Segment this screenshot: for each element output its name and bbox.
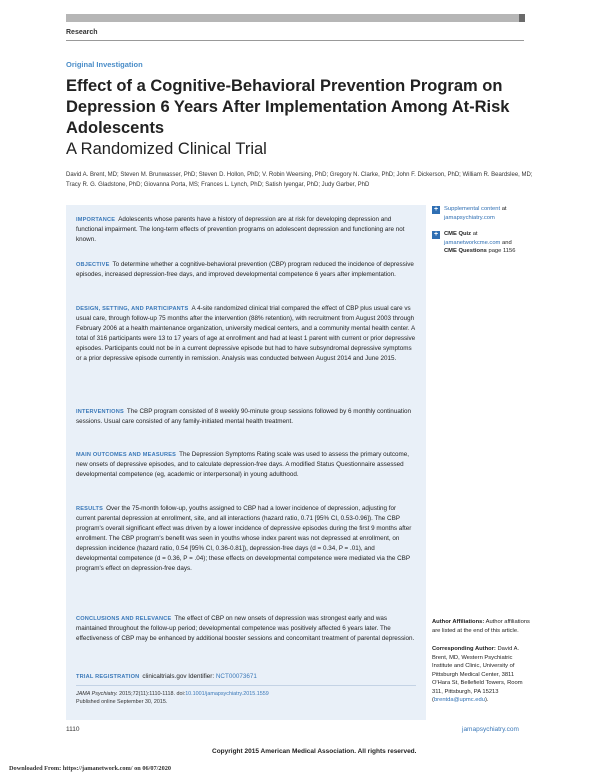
supplemental-content [444, 205, 544, 222]
article-type: Original Investigation [66, 60, 143, 69]
page-number: 1110 [66, 726, 80, 733]
corresponding-author: Corresponding Author: David A. Brent, MD, Western Psychiatric Institute and Clinic, University of Pittsburgh Medical Center, 3811 O'Hara St, Bellefield Towers, Room 311, Pittsburgh, PA 15213 (brentda@upmc.edu). [432, 646, 523, 703]
affiliations-label: Author Affiliations: [432, 619, 485, 625]
author-affiliations [432, 618, 532, 635]
registration-id-link[interactable]: NCT00073671 [215, 673, 257, 680]
abstract-conclusions [76, 614, 416, 644]
supplemental-link[interactable]: Supplemental content [444, 206, 501, 212]
interventions-label: INTERVENTIONS [76, 409, 124, 415]
supplemental-suffix: at [501, 206, 507, 212]
supplemental-site-link[interactable]: jamapsychiatry.com [444, 214, 495, 221]
abstract-outcomes [76, 450, 416, 480]
design-text: A 4-site randomized clinical trial compared the effect of CBP plus usual care vs usual care, through follow-up 75 months after the intervention (88% retention), with recruitment from August 2003 through February 2006 at a health maintenance organization, university medical centers, and a community mental health center. A total of 316 participants were 13 to 17 years of age at enrollment and had at least 1 parent with current or prior depressive episodes. Participants could not be in a current depressive episode but had to have subsyndromal depressive symptoms or a prior depressive episode currently in remission. Analysis was conducted between August 2014 and June 2015. [76, 305, 416, 362]
abstract-design [76, 304, 416, 364]
header-bar [66, 14, 524, 22]
importance-text: Adolescents whose parents have a history of depression are at risk for developing depression and functional impairment. The long-term effects of prevention programs on adolescent depression and functioning are not known. [76, 216, 405, 243]
download-stamp: Downloaded From: https://jamanetwork.com/ on 06/07/2020 [9, 765, 172, 772]
corresponding-label: Corresponding Author: [432, 646, 496, 652]
citation-published: Published online September 30, 2015. [76, 699, 168, 705]
corresponding-email-link[interactable]: brentda@upmc.edu [433, 697, 485, 703]
header-bar-cap [519, 14, 525, 22]
importance-label: IMPORTANCE [76, 217, 116, 223]
registration-label: TRIAL REGISTRATION [76, 674, 140, 680]
objective-label: OBJECTIVE [76, 262, 110, 268]
abstract-results [76, 504, 416, 574]
plus-icon[interactable]: + [433, 206, 439, 213]
conclusions-label: CONCLUSIONS AND RELEVANCE [76, 616, 172, 622]
section-label: Research [66, 29, 98, 36]
cme-quiz-title: CME Quiz [444, 231, 472, 237]
outcomes-label: MAIN OUTCOMES AND MEASURES [76, 452, 177, 458]
results-text: Over the 75-month follow-up, youths assigned to CBP had a lower incidence of depression, adjusting for current parental depression at enrollment, site, and all interactions (hazard ratio, 0.71 [95% CI, 0.53-0.96]). The CBP program's overall significant effect was driven by a lower incidence of depressive episodes during the first 9 months after enrollment. The CBP program's benefit was seen in youths whose index parent was not depressed at enrollment, on depression incidence (hazard ratio, 0.54 [95% CI, 0.36-0.81]), depression-free days (d = 0.34, P = .01), and developmental competence (d = 0.36, P = .04); these effects on developmental competence were mediated via the CBP program's effect on depression-free days. [76, 505, 412, 572]
citation [76, 690, 416, 706]
design-label: DESIGN, SETTING, AND PARTICIPANTS [76, 306, 189, 312]
results-label: RESULTS [76, 506, 104, 512]
cme-site-link[interactable]: jamanetworkcme.com [444, 239, 501, 246]
interventions-text: The CBP program consisted of 8 weekly 90-minute group sessions followed by 6 monthly continuation sessions. Usual care consisted of any family-initiated mental health treatment. [76, 408, 411, 425]
objective-text: To determine whether a cognitive-behavioral prevention (CBP) program reduced the incidence of depressive episodes, increased depression-free days, and improved developmental competence 6 years after implementation. [76, 261, 414, 278]
article-subtitle: A Randomized Clinical Trial [66, 140, 267, 158]
cme-at: at [472, 231, 478, 237]
footer-site-link[interactable]: jamapsychiatry.com [462, 726, 519, 733]
section-divider [66, 40, 524, 41]
cme-page: page 1156 [488, 248, 516, 254]
abstract-objective [76, 260, 416, 280]
article-title: Effect of a Cognitive-Behavioral Prevention Program on Depression 6 Years After Implementation Among At-Risk Adolescents [66, 77, 510, 137]
abstract-panel [66, 205, 426, 720]
cme-questions-label: CME Questions [444, 248, 487, 254]
corresponding-text: David A. Brent, MD, Western Psychiatric Institute and Clinic, University of Pittsburgh Medical Center, 3811 O'Hara St, Bellefield Towers, Room 311, Pittsburgh, PA 15213 [432, 646, 523, 695]
abstract-importance [76, 215, 416, 245]
citation-doi-link[interactable]: 10.1001/jamapsychiatry.2015.1559 [185, 691, 269, 697]
citation-journal: JAMA Psychiatry. [76, 691, 118, 697]
cme-and: and [502, 239, 512, 246]
conclusions-text: The effect of CBP on new onsets of depression was strongest early and was maintained throughout the follow-up period; developmental competence was positively affected 6 years later. The effectiveness of CBP may be enhanced by additional booster sessions and concomitant treatment of parental depression. [76, 615, 415, 642]
registration-prefix: clinicaltrials.gov Identifier: [142, 673, 215, 680]
plus-icon[interactable]: + [433, 231, 439, 238]
citation-details: 2015;72(11):1110-1118. doi: [119, 691, 186, 697]
author-list: David A. Brent, MD; Steven M. Brunwasser, PhD; Steven D. Hollon, PhD; V. Robin Weersing, PhD; Gregory N. Clarke, PhD; John F. Dickerson, PhD; William R. Beardslee, MD; Tracy R. G. Gladstone, PhD; Giovanna Porta, MS; Frances L. Lynch, PhD; Satish Iyengar, PhD; Judy Garber, PhD [66, 172, 533, 188]
trial-registration [76, 672, 416, 682]
abstract-divider [76, 685, 416, 686]
affiliations-text: Author affiliations are listed at the end of this article. [432, 619, 530, 634]
outcomes-text: The Depression Symptoms Rating scale was used to assess the primary outcome, new onsets of depressive episodes, and to calculate depression-free days. A modified Status Questionnaire assessed developmental competence (eg, academic or interpersonal) in young adulthood. [76, 451, 410, 478]
abstract-interventions [76, 407, 416, 427]
cme-quiz [444, 230, 544, 256]
copyright-notice: Copyright 2015 American Medical Association. All rights reserved. [212, 748, 417, 755]
